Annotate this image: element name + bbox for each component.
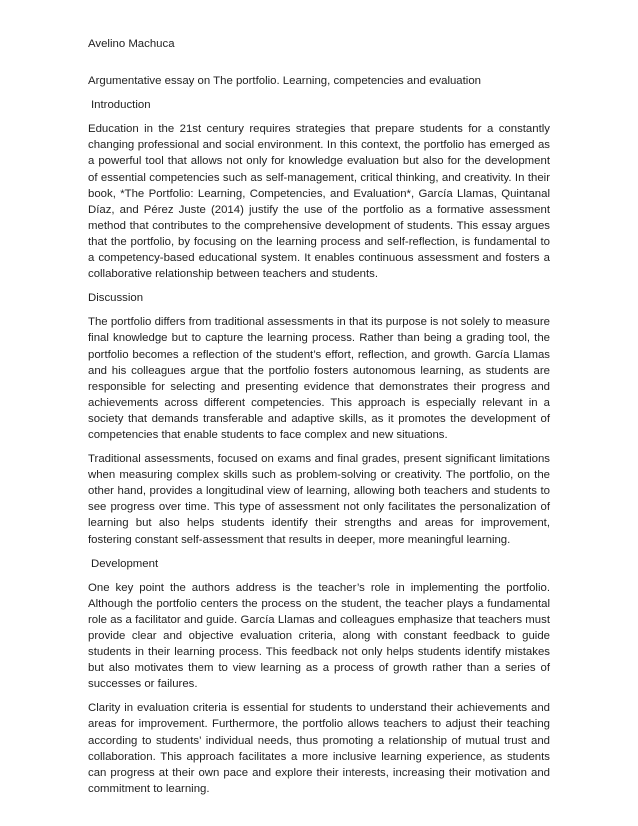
section-heading-discussion: Discussion	[88, 292, 144, 305]
paragraph: Traditional assessments, focused on exams and final grades, present significant limitations when measuring complex skills such as problem-solving or creativity. The portfolio, on the other hand, provides a longitudinal view of learning, allowing both teachers and students to see progress over time. This type of assessment not only facilitates the personalization of learning but also helps students identify their strengths and areas for improvement, fostering constant self-assessment that results in deeper, more meaningful learning.	[88, 453, 550, 546]
paragraph: The portfolio differs from traditional assessments in that its purpose is not solely to measure final knowledge but to capture the learning process. Rather than being a grading tool, the portfolio becomes a reflection of the student’s effort, reflection, and growth. García Llamas and his colleagues argue that the portfolio fosters autonomous learning, as students are responsible for selecting and presenting evidence that demonstrates their progress and achievements across different competencies. This approach is especially relevant in a society that demands transferable and adaptive skills, as it promotes the development of competencies that enable students to face complex and new situations.	[88, 316, 550, 441]
paragraph: One key point the authors address is the teacher’s role in implementing the portfolio. Although the portfolio centers the process on the student, the teacher plays a fundamental role as a facilitator and guide. García Llamas and colleagues emphasize that teachers must provide clear and objective evaluation criteria, along with constant feedback to guide students in their learning process. This feedback not only helps students identify mistakes but also motivates them to view learning as a process of growth rather than a series of successes or failures.	[88, 581, 550, 691]
author-name: Avelino Machuca	[88, 38, 175, 50]
paragraph: Clarity in evaluation criteria is essential for students to understand their achievements and areas for improvement. Furthermore, the portfolio allows teachers to adjust their teaching according to students’ individual needs, thus promoting a relationship of mutual trust and collaboration. This approach facilitates a more inclusive learning experience, as students can progress at their own pace and explore their interests, increasing their motivation and commitment to learning.	[88, 702, 550, 795]
section-heading-introduction: Introduction	[91, 99, 151, 112]
section-heading-development: Development	[91, 557, 159, 570]
paragraph: Education in the 21st century requires strategies that prepare students for a constantly changing professional and social environment. In this context, the portfolio has emerged as a powerful tool that allows not only for knowledge evaluation but also for the development of essential competencies such as self-management, critical thinking, and creativity. In their book, *The Portfolio: Learning, Competencies, and Evaluation*, García Llamas, Quintanal Díaz, and Pérez Juste (2014) justify the use of the portfolio as a formative assessment method that contributes to the comprehensive development of students. This essay argues that the portfolio, by focusing on the learning process and self-reflection, is fundamental to a competency-based educational system. It enables continuous assessment and fosters a collaborative relationship between teachers and students.	[88, 123, 550, 281]
essay-title: Argumentative essay on The portfolio. Learning, competencies and evaluation	[88, 75, 482, 88]
